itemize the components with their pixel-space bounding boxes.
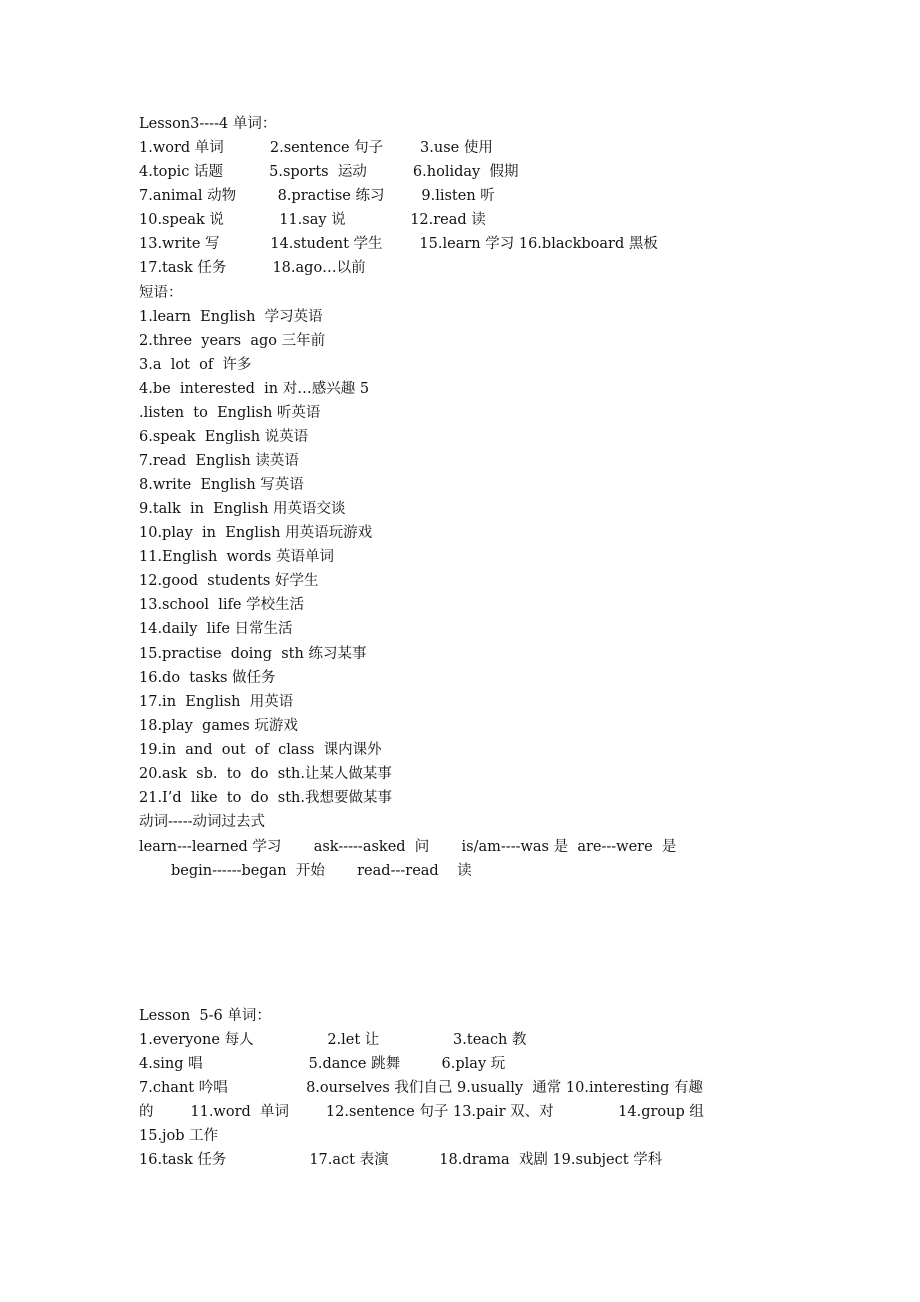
vocab-line: 1.word 单词 2.sentence 句子 3.use 使用 xyxy=(139,140,493,156)
phrase-line: 10.play in English 用英语玩游戏 xyxy=(139,525,373,541)
phrase-line: 13.school life 学校生活 xyxy=(139,597,305,613)
phrase-line: 12.good students 好学生 xyxy=(139,573,319,589)
vocab-line: 10.speak 说 11.say 说 12.read 读 xyxy=(139,212,486,228)
vocab-line: 4.topic 话题 5.sports 运动 6.holiday 假期 xyxy=(139,164,519,180)
phrase-line: 17.in English 用英语 xyxy=(139,694,294,710)
phrase-line: 11.English words 英语单词 xyxy=(139,549,334,565)
phrase-line: 7.read English 读英语 xyxy=(139,453,299,469)
verbs-heading: 动词-----动词过去式 xyxy=(139,814,265,830)
vocab-line: 16.task 任务 17.act 表演 18.drama 戏剧 19.subject 学科 xyxy=(139,1152,663,1168)
vocab-line: 7.chant 吟唱 8.ourselves 我们自己 9.usually 通常 10.interesting 有趣 xyxy=(139,1080,703,1096)
phrase-line: 19.in and out of class 课内课外 xyxy=(139,742,382,758)
phrase-line: 8.write English 写英语 xyxy=(139,477,304,493)
vocab-line: 的 11.word 单词 12.sentence 句子 13.pair 双、对 14.group 组 xyxy=(139,1104,704,1120)
lesson3-4-heading: Lesson3----4 单词： xyxy=(139,116,277,132)
verb-forms-line: learn---learned 学习 ask-----asked 问 is/am----was 是 are---were 是 xyxy=(139,839,677,855)
phrase-line: 15.practise doing sth 练习某事 xyxy=(139,646,367,662)
vocab-line: 7.animal 动物 8.practise 练习 9.listen 听 xyxy=(139,188,495,204)
phrase-line: 9.talk in English 用英语交谈 xyxy=(139,501,346,517)
vocab-line: 1.everyone 每人 2.let 让 3.teach 教 xyxy=(139,1032,527,1048)
phrase-line: 16.do tasks 做任务 xyxy=(139,670,276,686)
phrase-line: 1.learn English 学习英语 xyxy=(139,309,323,325)
phrase-line: .listen to English 听英语 xyxy=(139,405,321,421)
vocab-line: 15.job 工作 xyxy=(139,1128,219,1144)
phrase-line: 6.speak English 说英语 xyxy=(139,429,309,445)
phrase-line: 18.play games 玩游戏 xyxy=(139,718,298,734)
phrase-line: 2.three years ago 三年前 xyxy=(139,333,326,349)
vocab-line: 4.sing 唱 5.dance 跳舞 6.play 玩 xyxy=(139,1056,506,1072)
phrase-line: 4.be interested in 对…感兴趣 5 xyxy=(139,381,370,397)
vocab-line: 17.task 任务 18.ago…以前 xyxy=(139,260,366,276)
phrase-line: 3.a lot of 许多 xyxy=(139,357,252,373)
lesson5-6-heading: Lesson 5-6 单词： xyxy=(139,1008,271,1024)
vocab-line: 13.write 写 14.student 学生 15.learn 学习 16.blackboard 黑板 xyxy=(139,236,658,252)
phrases-heading: 短语： xyxy=(139,285,183,301)
verb-forms-line: begin------began 开始 read---read 读 xyxy=(171,863,472,879)
phrase-line: 14.daily life 日常生活 xyxy=(139,621,293,637)
phrase-line: 21.I’d like to do sth.我想要做某事 xyxy=(139,790,392,806)
phrase-line: 20.ask sb. to do sth.让某人做某事 xyxy=(139,766,392,782)
